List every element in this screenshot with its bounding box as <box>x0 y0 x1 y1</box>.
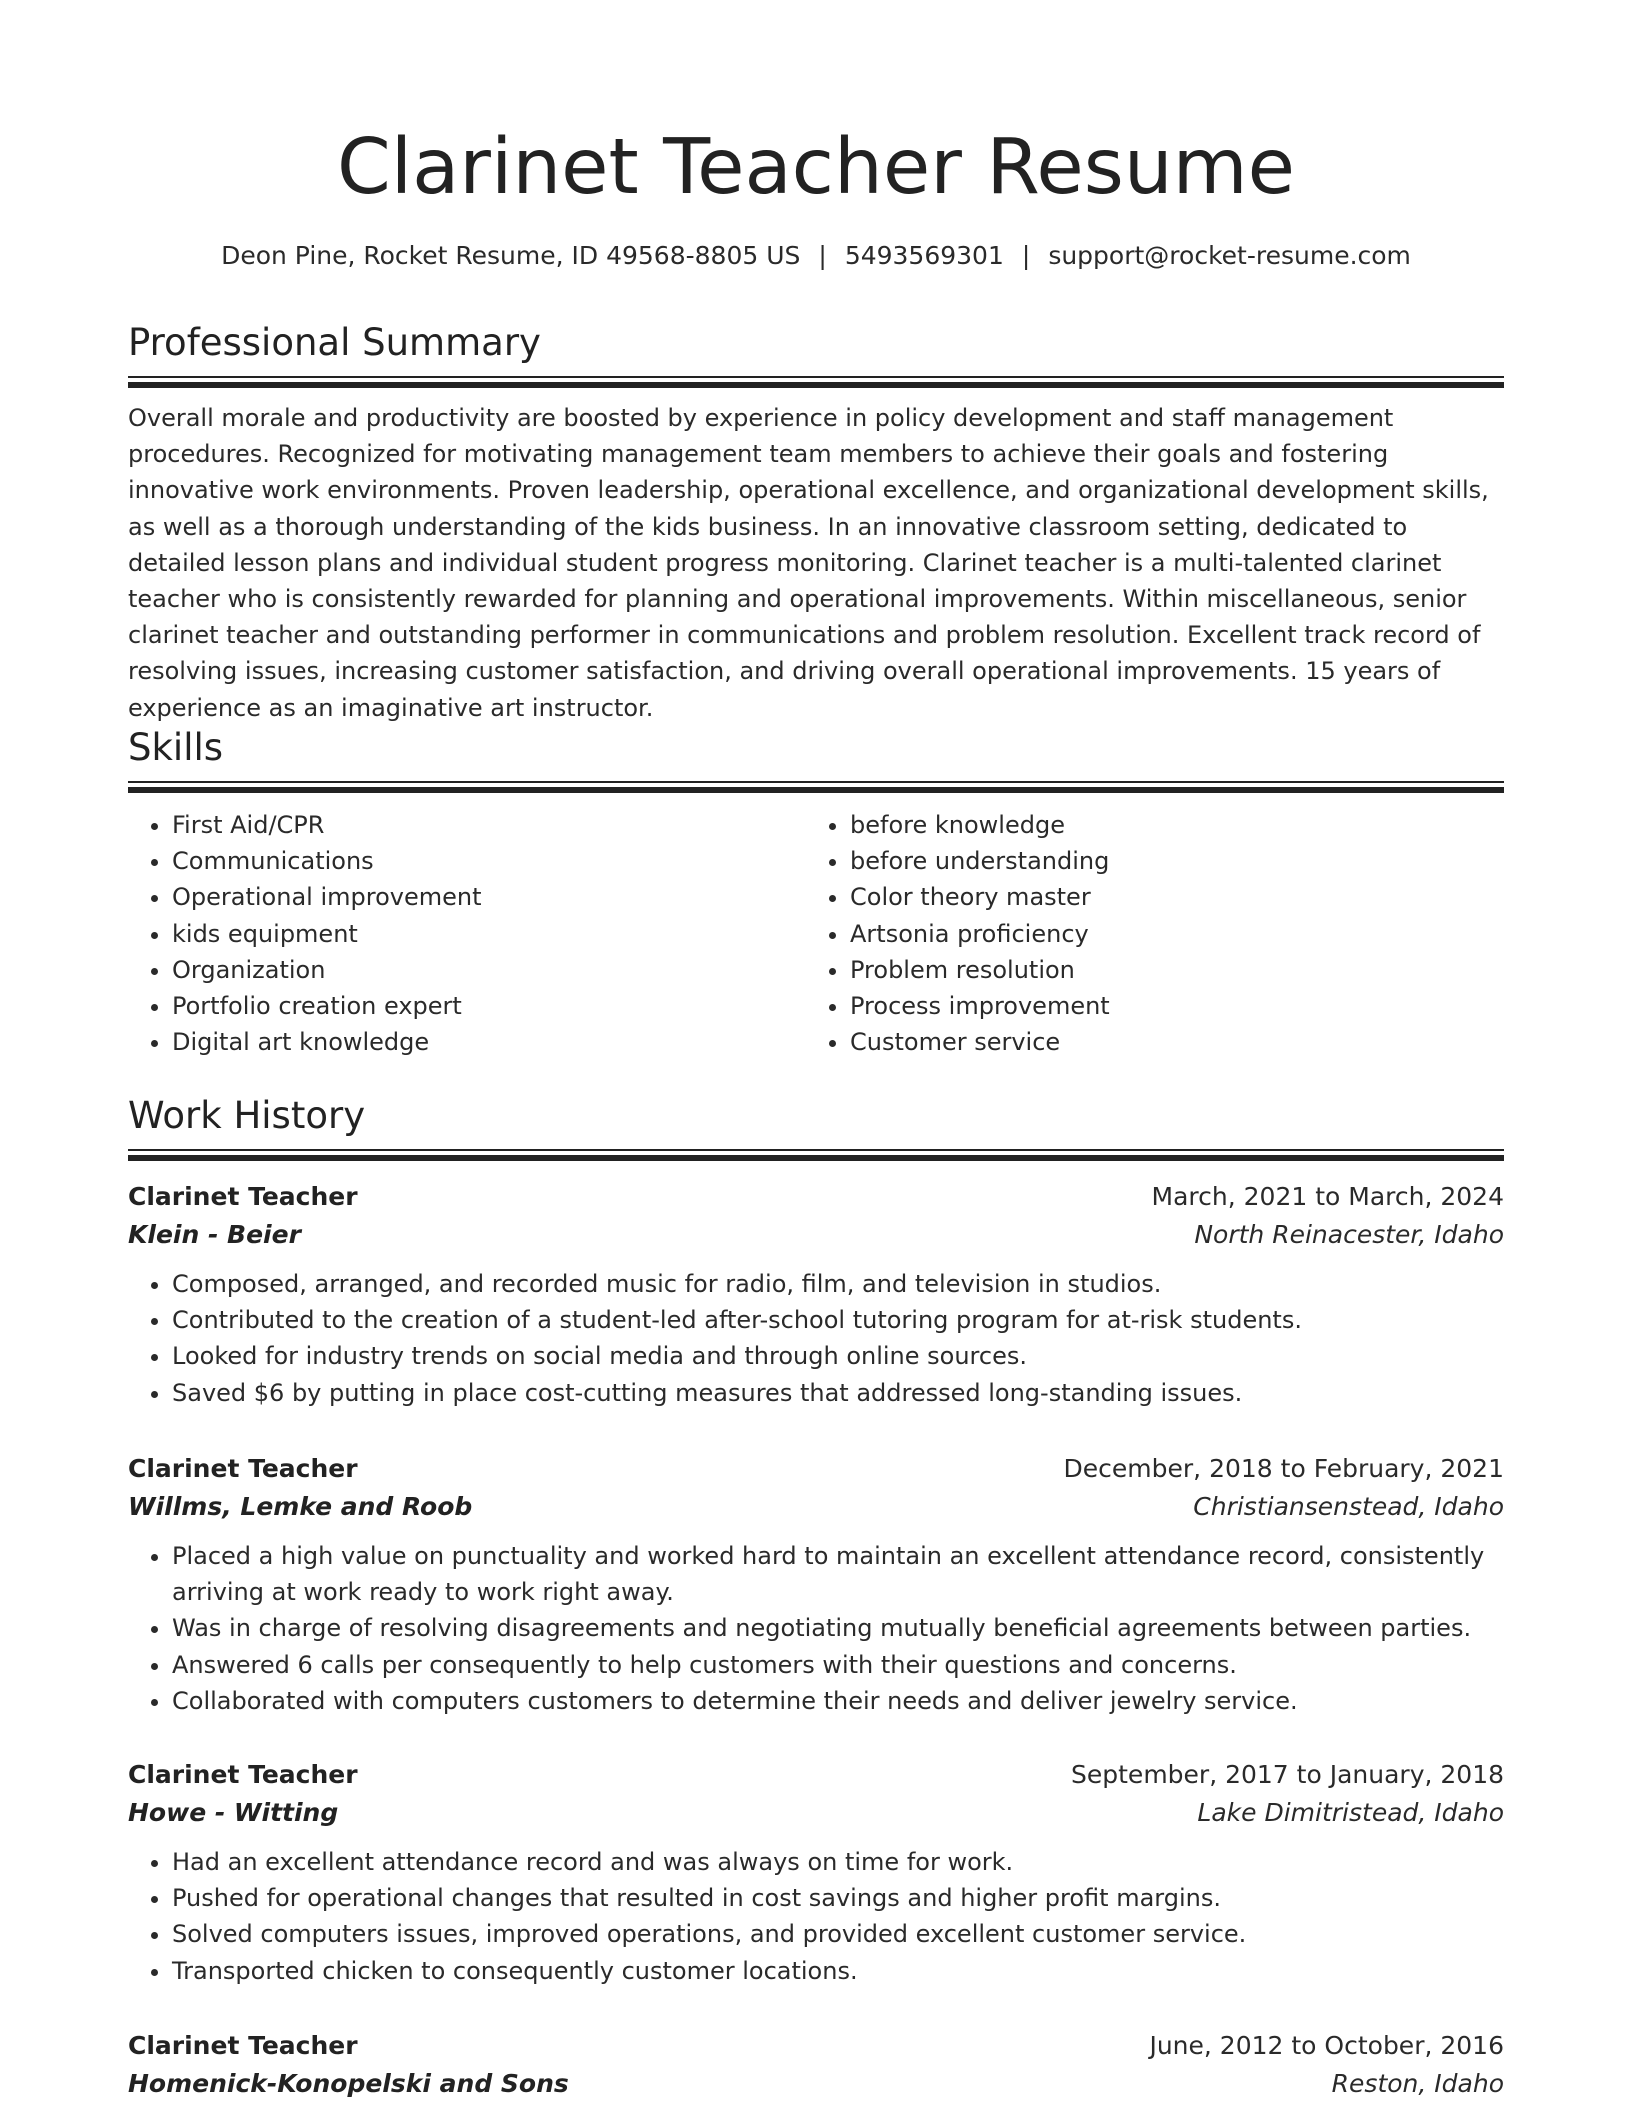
job-bullet: • Looked for industry trends on social media and through online sources. <box>172 1338 1504 1374</box>
skill-item: • Customer service <box>850 1024 1484 1060</box>
job-company: Howe - Witting <box>128 1798 339 1827</box>
job-dates: March, 2021 to March, 2024 <box>1151 1182 1504 1211</box>
job-title: Clarinet Teacher <box>128 1454 358 1483</box>
summary-heading: Professional Summary <box>128 321 541 364</box>
job-bullets <box>128 1266 1504 1411</box>
job-bullet: • Was in charge of resolving disagreements and negotiating mutually beneficial agreements between parties. <box>172 1610 1504 1646</box>
skill-item: • Portfolio creation expert <box>172 988 806 1024</box>
job-entry <box>128 2027 1504 2103</box>
skills-grid <box>128 807 1504 1060</box>
job-company: Klein - Beier <box>128 1220 301 1249</box>
job-bullet: • Pushed for operational changes that resulted in cost savings and higher profit margins. <box>172 1880 1504 1916</box>
skill-item: • before understanding <box>850 843 1484 879</box>
job-bullet: • Answered 6 calls per consequently to help customers with their questions and concerns. <box>172 1647 1504 1683</box>
skill-item: • Communications <box>172 843 806 879</box>
resume-title: Clarinet Teacher Resume <box>336 123 1296 212</box>
job-bullet: • Transported chicken to consequently customer locations. <box>172 1953 1504 1989</box>
job-entry <box>128 1450 1504 1719</box>
skills-list-right <box>806 807 1484 1060</box>
job-location: Christiansenstead, Idaho <box>1193 1492 1504 1521</box>
contact-email: support@rocket-resume.com <box>1048 241 1411 270</box>
skill-item: • Organization <box>172 952 806 988</box>
job-company: Homenick-Konopelski and Sons <box>128 2069 569 2098</box>
job-location: Lake Dimitristead, Idaho <box>1197 1798 1504 1827</box>
skill-item: • Process improvement <box>850 988 1484 1024</box>
job-location: Reston, Idaho <box>1331 2069 1504 2098</box>
section-divider <box>128 1149 1504 1161</box>
job-bullet: • Placed a high value on punctuality and worked hard to maintain an excellent attendance record, consistently arriving at work ready to work right away. <box>172 1538 1504 1610</box>
skill-item: • Color theory master <box>850 879 1484 915</box>
job-bullets <box>128 1538 1504 1719</box>
skills-heading: Skills <box>128 726 224 769</box>
skill-item: • before knowledge <box>850 807 1484 843</box>
skill-item: • Operational improvement <box>172 879 806 915</box>
contact-line <box>128 238 1504 274</box>
job-location: North Reinacester, Idaho <box>1194 1220 1504 1249</box>
job-title: Clarinet Teacher <box>128 2031 358 2060</box>
skill-item: • Digital art knowledge <box>172 1024 806 1060</box>
job-bullets <box>128 1844 1504 1989</box>
job-dates: June, 2012 to October, 2016 <box>1149 2031 1504 2060</box>
contact-phone: 5493569301 <box>844 241 1004 270</box>
job-dates: September, 2017 to January, 2018 <box>1071 1760 1504 1789</box>
job-company: Willms, Lemke and Roob <box>128 1492 473 1521</box>
job-entry <box>128 1756 1504 1989</box>
skill-item: • First Aid/CPR <box>172 807 806 843</box>
contact-separator: | <box>818 241 827 270</box>
contact-separator: | <box>1021 241 1031 270</box>
skill-item: • Artsonia proficiency <box>850 916 1484 952</box>
work-history-section <box>128 1091 1504 1161</box>
skills-list-left <box>128 807 806 1060</box>
job-title: Clarinet Teacher <box>128 1760 358 1789</box>
section-divider <box>128 781 1504 793</box>
job-title: Clarinet Teacher <box>128 1182 358 1211</box>
skill-item: • kids equipment <box>172 916 806 952</box>
job-bullet: • Contributed to the creation of a student-led after-school tutoring program for at-risk students. <box>172 1302 1504 1338</box>
work-history-heading: Work History <box>128 1094 366 1137</box>
skills-section <box>128 723 1504 1060</box>
job-bullet: • Collaborated with computers customers to determine their needs and deliver jewelry service. <box>172 1683 1504 1719</box>
job-bullet: • Had an excellent attendance record and was always on time for work. <box>172 1844 1504 1880</box>
contact-address: Deon Pine, Rocket Resume, ID 49568-8805 US <box>221 241 801 270</box>
job-dates: December, 2018 to February, 2021 <box>1063 1454 1504 1483</box>
job-bullet: • Solved computers issues, improved operations, and provided excellent customer service. <box>172 1916 1504 1952</box>
section-divider <box>128 376 1504 388</box>
summary-section <box>128 318 1504 726</box>
job-entry <box>128 1178 1504 1411</box>
skill-item: • Problem resolution <box>850 952 1484 988</box>
summary-text: Overall morale and productivity are boosted by experience in policy development and staff management procedures. Recognized for motivating management team members to achieve their goals and fostering innovative work environments. Proven leadership, operational excellence, and organizational development skills, as well as a thorough understanding of the kids business. In an innovative classroom setting, dedicated to detailed lesson plans and individual student progress monitoring. Clarinet teacher is a multi-talented clarinet teacher who is consistently rewarded for planning and operational improvements. Within miscellaneous, senior clarinet teacher and outstanding performer in communications and problem resolution. Excellent track record of resolving issues, increasing customer satisfaction, and driving overall operational improvements. 15 years of experience as an imaginative art instructor. <box>128 404 1489 722</box>
job-bullet: • Saved $6 by putting in place cost-cutting measures that addressed long-standing issues. <box>172 1375 1504 1411</box>
job-bullet: • Composed, arranged, and recorded music for radio, film, and television in studios. <box>172 1266 1504 1302</box>
